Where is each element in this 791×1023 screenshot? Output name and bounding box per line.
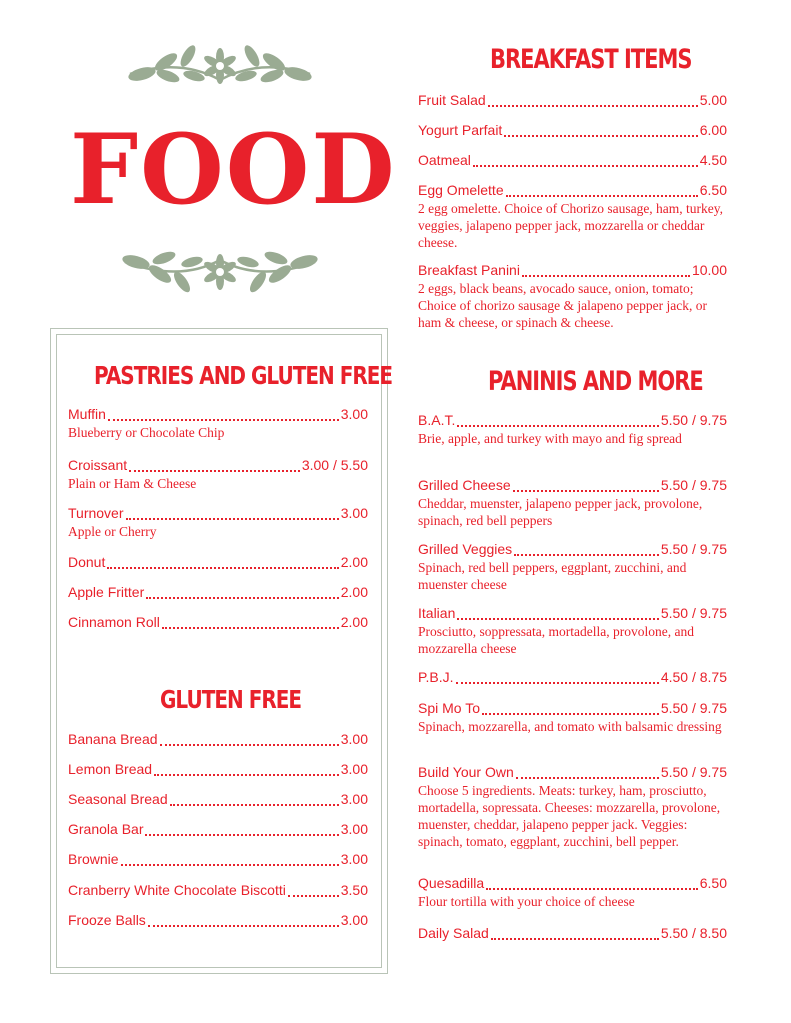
menu-item-name: Oatmeal <box>418 152 471 168</box>
menu-item <box>418 669 727 686</box>
menu-item-price: 3.00 <box>340 406 368 422</box>
menu-item <box>68 406 368 441</box>
menu-item-line <box>68 614 368 631</box>
dot-leader <box>522 275 690 277</box>
menu-item-line <box>418 875 727 892</box>
dot-leader <box>145 834 338 836</box>
dot-leader <box>486 888 698 890</box>
menu-item <box>68 457 368 492</box>
menu-item <box>68 821 368 838</box>
menu-item-description: Spinach, mozzarella, and tomato with balsamic dressing <box>418 719 722 734</box>
menu-item-price: 3.00 <box>340 912 368 928</box>
menu-item-name: Cinnamon Roll <box>68 614 160 630</box>
menu-item-name: Spi Mo To <box>418 700 480 716</box>
paninis-heading: PANINIS AND MORE <box>488 366 703 396</box>
menu-item-description: Blueberry or Chocolate Chip <box>68 425 225 440</box>
menu-item-line <box>68 554 368 571</box>
menu-item-description: 2 egg omelette. Choice of Chorizo sausage, ham, turkey, veggies, jalapeno pepper jack, mozzarella or cheddar cheese. <box>418 201 724 250</box>
menu-item <box>68 851 368 868</box>
menu-item <box>68 584 368 601</box>
menu-item <box>68 912 368 929</box>
menu-item-line <box>418 541 727 558</box>
dot-leader <box>162 627 339 629</box>
menu-item <box>418 605 727 657</box>
menu-item <box>68 505 368 540</box>
menu-item-description: Choose 5 ingredients. Meats: turkey, ham, prosciutto, mortadella, sopressata. Cheeses: mozzarella, provolone, muenster, cheddar, jalapeno pepper jack. Veggies: spinach, tomato, eggplant, zucchini, bell pepper. <box>418 783 721 849</box>
menu-item-name: Breakfast Panini <box>418 262 520 278</box>
menu-item-line <box>418 262 727 279</box>
menu-item-price: 3.00 <box>340 851 368 867</box>
dot-leader <box>516 777 659 779</box>
food-title: FOOD <box>70 113 397 226</box>
menu-item-line <box>68 851 368 868</box>
dot-leader <box>504 135 697 137</box>
menu-item-price: 5.50 / 9.75 <box>660 700 727 716</box>
menu-item <box>68 882 368 899</box>
menu-item-description: Brie, apple, and turkey with mayo and fig spread <box>418 431 682 446</box>
dot-leader <box>160 744 339 746</box>
menu-item-line <box>68 731 368 748</box>
dot-leader <box>148 925 339 927</box>
menu-item <box>418 262 727 331</box>
menu-item <box>418 925 727 942</box>
menu-item <box>418 700 727 735</box>
dot-leader <box>126 518 339 520</box>
menu-item-line <box>418 182 727 199</box>
menu-item-line <box>418 764 727 781</box>
menu-item-line <box>418 925 727 942</box>
menu-item <box>68 761 368 778</box>
menu-item-description: Plain or Ham & Cheese <box>68 476 197 491</box>
menu-item-name: Grilled Veggies <box>418 541 513 557</box>
dot-leader <box>121 864 339 866</box>
dot-leader <box>514 554 659 556</box>
menu-item <box>68 554 368 571</box>
menu-item <box>418 875 727 910</box>
menu-item-description: Cheddar, muenster, jalapeno pepper jack, provolone, spinach, red bell peppers <box>418 496 703 528</box>
menu-item-name: Brownie <box>68 851 119 867</box>
menu-item <box>418 412 727 447</box>
menu-item-name: Seasonal Bread <box>68 791 168 807</box>
menu-item <box>68 791 368 808</box>
menu-item-price: 3.00 <box>340 505 368 521</box>
dot-leader <box>107 567 338 569</box>
menu-item-line <box>68 505 368 522</box>
menu-item-price: 6.50 <box>699 875 727 891</box>
menu-item-name: Croissant <box>68 457 128 473</box>
menu-item <box>418 152 727 169</box>
menu-item-name: B.A.T. <box>418 412 456 428</box>
menu-item-line <box>68 457 368 474</box>
menu-item-name: P.B.J. <box>418 669 454 685</box>
dot-leader <box>488 105 698 107</box>
menu-item-line <box>418 122 727 139</box>
menu-item-name: Donut <box>68 554 106 570</box>
menu-item-line <box>68 406 368 423</box>
dot-leader <box>482 713 659 715</box>
menu-item-price: 5.50 / 9.75 <box>660 605 727 621</box>
menu-item-price: 3.00 / 5.50 <box>301 457 368 473</box>
dot-leader <box>154 774 339 776</box>
menu-item-line <box>418 605 727 622</box>
menu-item-name: Italian <box>418 605 456 621</box>
menu-item-description: Flour tortilla with your choice of cheese <box>418 894 635 909</box>
menu-item-description: Spinach, red bell peppers, eggplant, zucchini, and muenster cheese <box>418 560 687 592</box>
menu-item <box>418 477 727 529</box>
pastries-heading: PASTRIES AND GLUTEN FREE <box>94 360 393 390</box>
menu-item-price: 6.00 <box>699 122 727 138</box>
menu-item-line <box>68 761 368 778</box>
menu-item <box>68 614 368 631</box>
menu-item-name: Banana Bread <box>68 731 158 747</box>
menu-item-name: Build Your Own <box>418 764 514 780</box>
dot-leader <box>146 597 339 599</box>
dot-leader <box>506 195 698 197</box>
dot-leader <box>513 490 659 492</box>
menu-item-description: 2 eggs, black beans, avocado sauce, onion, tomato; Choice of chorizo sausage & jalapeno pepper jack, or ham & cheese, or spinach & cheese. <box>418 281 708 330</box>
menu-item-price: 10.00 <box>691 262 727 278</box>
menu-item-line <box>68 791 368 808</box>
food-logo <box>70 40 397 300</box>
menu-item-description: Prosciutto, soppressata, mortadella, provolone, and mozzarella cheese <box>418 624 694 656</box>
dot-leader <box>457 425 658 427</box>
dot-leader <box>288 895 339 897</box>
menu-item-line <box>418 152 727 169</box>
menu-item-line <box>418 92 727 109</box>
menu-item-name: Turnover <box>68 505 124 521</box>
menu-item-price: 2.00 <box>340 584 368 600</box>
menu-item-description: Apple or Cherry <box>68 524 157 539</box>
menu-item-price: 5.50 / 8.50 <box>660 925 727 941</box>
menu-item-price: 3.00 <box>340 821 368 837</box>
menu-item-price: 3.00 <box>340 761 368 777</box>
dot-leader <box>456 682 659 684</box>
menu-item-name: Daily Salad <box>418 925 489 941</box>
menu-item <box>68 731 368 748</box>
menu-item-line <box>68 882 368 899</box>
menu-item-price: 3.00 <box>340 731 368 747</box>
menu-item-name: Fruit Salad <box>418 92 486 108</box>
menu-item-price: 2.00 <box>340 614 368 630</box>
menu-item-name: Grilled Cheese <box>418 477 511 493</box>
dot-leader <box>473 165 698 167</box>
menu-item-price: 4.50 / 8.75 <box>660 669 727 685</box>
dot-leader <box>491 938 659 940</box>
menu-item-price: 5.50 / 9.75 <box>660 764 727 780</box>
menu-item-line <box>68 584 368 601</box>
menu-item-name: Quesadilla <box>418 875 485 891</box>
menu-item <box>418 182 727 251</box>
menu-item-price: 3.00 <box>340 791 368 807</box>
menu-item-line <box>418 700 727 717</box>
menu-item-name: Egg Omelette <box>418 182 504 198</box>
menu-item <box>418 122 727 139</box>
menu-item-price: 6.50 <box>699 182 727 198</box>
menu-item-price: 5.00 <box>699 92 727 108</box>
menu-item-line <box>418 669 727 686</box>
menu-item-price: 5.50 / 9.75 <box>660 541 727 557</box>
menu-item <box>418 541 727 593</box>
menu-item-name: Yogurt Parfait <box>418 122 503 138</box>
dot-leader <box>170 804 339 806</box>
dot-leader <box>457 618 658 620</box>
menu-item <box>418 764 727 850</box>
menu-item-price: 4.50 <box>699 152 727 168</box>
menu-item-price: 5.50 / 9.75 <box>660 412 727 428</box>
breakfast-heading: BREAKFAST ITEMS <box>490 44 692 74</box>
menu-item-line <box>418 477 727 494</box>
menu-item-price: 5.50 / 9.75 <box>660 477 727 493</box>
menu-item-price: 2.00 <box>340 554 368 570</box>
dot-leader <box>108 419 339 421</box>
menu-item-name: Lemon Bread <box>68 761 153 777</box>
gluten-free-heading: GLUTEN FREE <box>160 684 302 714</box>
menu-item-name: Granola Bar <box>68 821 144 837</box>
menu-item-line <box>68 821 368 838</box>
menu-item-name: Apple Fritter <box>68 584 145 600</box>
menu-item-name: Frooze Balls <box>68 912 146 928</box>
menu-item-line <box>68 912 368 929</box>
menu-item-name: Cranberry White Chocolate Biscotti <box>68 882 286 898</box>
menu-item-line <box>418 412 727 429</box>
menu-item-price: 3.50 <box>340 882 368 898</box>
dot-leader <box>129 470 300 472</box>
menu-item <box>418 92 727 109</box>
menu-item-name: Muffin <box>68 406 106 422</box>
